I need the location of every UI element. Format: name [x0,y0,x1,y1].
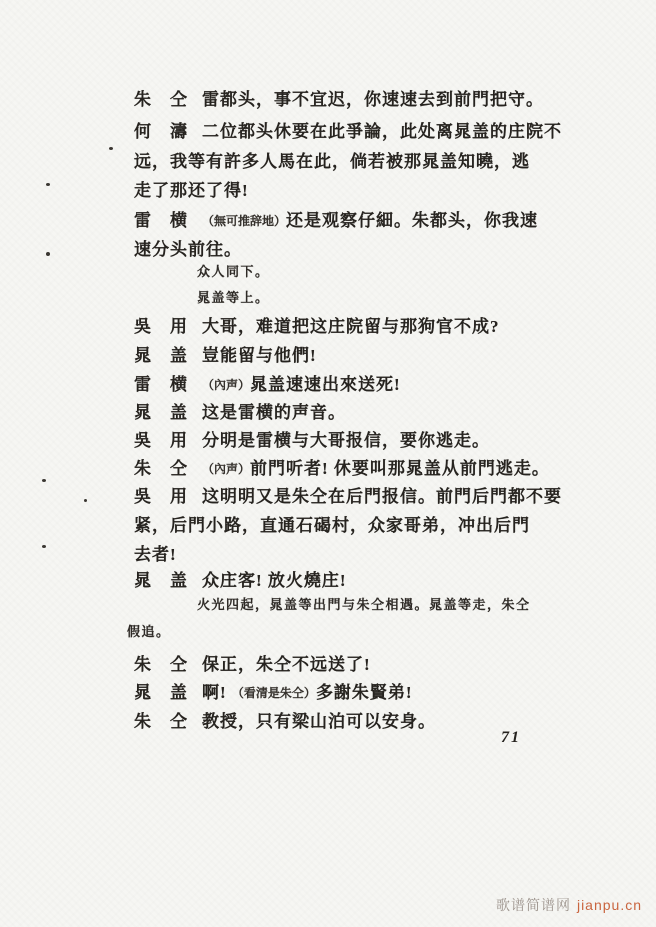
script-line [134,206,538,231]
speaker-name: 晁 盖 [134,403,188,422]
watermark-site-url: jianpu.cn [576,897,642,913]
stage-direction-text: 晁盖等上。 [197,290,270,305]
script-line [134,341,317,366]
dialogue-text: 众庄客! 放火燒庄! [202,571,347,590]
speaker-name: 朱 仝 [134,712,188,731]
script-line-continuation [134,540,177,565]
scan-speck [46,183,50,186]
script-line-continuation [134,235,242,260]
dialogue-text: 保正，朱仝不远送了! [202,655,371,674]
script-line [134,454,550,479]
stage-direction [197,594,531,613]
script-line [134,370,401,395]
dialogue-text: 去者! [134,545,177,564]
speaker-name: 朱 仝 [134,459,188,478]
script-line [134,312,500,337]
dialogue-text: 多謝朱賢弟! [315,683,413,702]
dialogue-text: 分明是雷横与大哥报信，要你逃走。 [202,431,490,450]
dialogue-text: 教授，只有梁山泊可以安身。 [202,712,436,731]
dialogue-text: 速分头前往。 [134,240,242,259]
scan-speck [42,479,46,482]
stage-note-inline: （看清是朱仝） [231,686,316,700]
script-line [134,707,436,732]
dialogue-text: 大哥，难道把这庄院留与那狗官不成? [202,317,500,336]
script-line-continuation [134,511,530,536]
script-line-continuation [134,176,249,201]
stage-note-inline: （內声） [202,378,251,392]
stage-direction-text: 假追。 [127,624,171,639]
speaker-name: 晁 盖 [134,683,188,702]
script-line [134,482,562,507]
dialogue-text: 还是观察仔細。朱都头，你我速 [286,211,539,230]
scan-speck [42,545,46,548]
speaker-name: 吳 用 [134,431,188,450]
dialogue-text: 啊! [202,683,232,702]
dialogue-text: 这明明又是朱仝在后門报信。前門后門都不要 [202,487,562,506]
stage-direction [197,287,270,306]
dialogue-text: 雷都头，事不宜迟，你速速去到前門把守。 [202,90,544,109]
speaker-name: 朱 仝 [134,90,188,109]
dialogue-text: 这是雷横的声音。 [202,403,346,422]
dialogue-text: 走了那还了得! [134,181,249,200]
speaker-name: 吳 用 [134,317,188,336]
script-line [134,85,544,110]
stage-direction-continuation [127,621,171,640]
dialogue-text: 豈能留与他們! [202,346,317,365]
scan-speck [46,252,50,256]
scan-speck [84,499,87,502]
speaker-name: 朱 仝 [134,655,188,674]
speaker-name: 晁 盖 [134,346,188,365]
dialogue-text: 二位都头休要在此爭論，此处离晁盖的庄院不 [202,122,562,141]
speaker-name: 雷 横 [134,211,188,230]
script-line [134,117,562,142]
speaker-name: 雷 横 [134,375,188,394]
watermark [496,895,642,915]
dialogue-text: 前門听者! 休要叫那晁盖从前門逃走。 [250,459,550,478]
speaker-name: 吳 用 [134,487,188,506]
speaker-name: 晁 盖 [134,571,188,590]
dialogue-text: 紧，后門小路，直通石碣村，众家哥弟，冲出后門 [134,516,530,535]
stage-direction [197,261,270,280]
script-line [134,678,413,703]
stage-direction-text: 众人同下。 [197,264,270,279]
speaker-name: 何 濤 [134,122,188,141]
stage-direction-text: 火光四起，晁盖等出門与朱仝相遇。晁盖等走，朱仝 [197,597,531,612]
script-line-continuation [134,147,530,172]
stage-note-inline: （內声） [202,462,251,476]
scan-speck [109,147,113,150]
script-line [134,426,490,451]
dialogue-text: 晁盖速速出來送死! [250,375,401,394]
watermark-site-name: 歌谱简谱网 [495,897,571,913]
script-line [134,566,347,591]
script-line [134,398,346,423]
stage-note-inline: （無可推辞地） [202,214,287,228]
script-line [134,650,371,675]
page-number: 71 [501,729,521,746]
dialogue-text: 远，我等有許多人馬在此，倘若被那晁盖知曉，逃 [134,152,530,171]
